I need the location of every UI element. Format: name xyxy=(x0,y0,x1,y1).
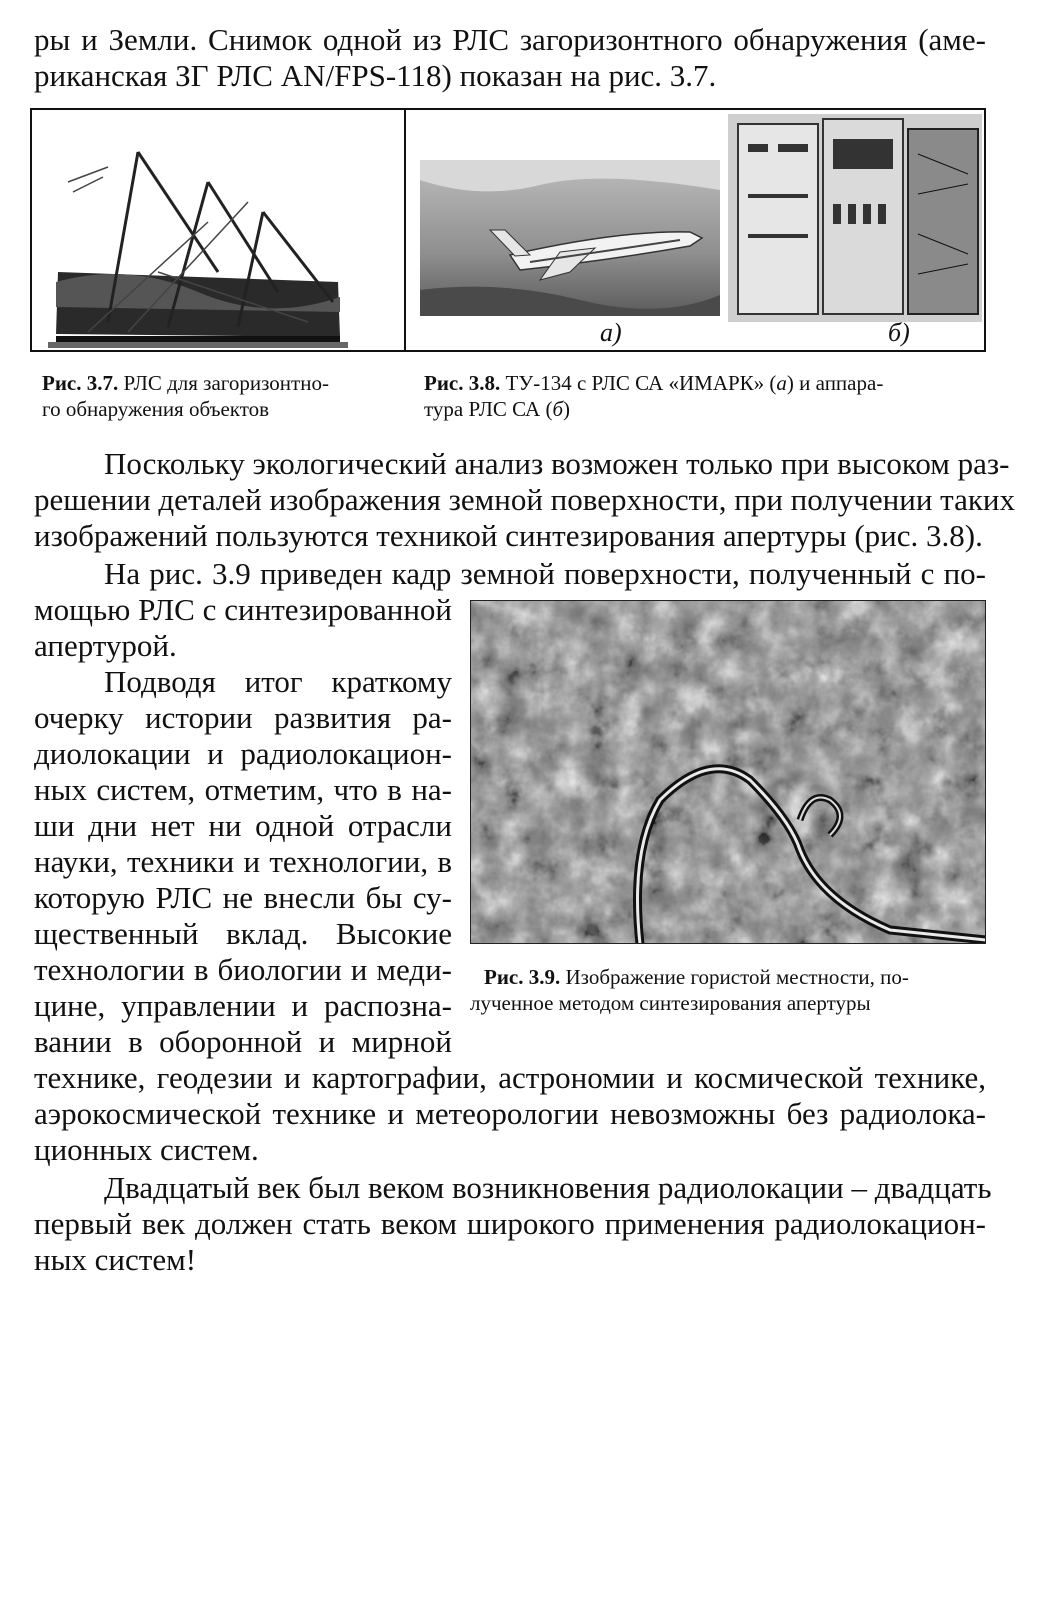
text-line: щественный вклад. Высокие xyxy=(34,916,452,951)
figure-caption-line: го обнаружения объектов xyxy=(42,397,270,421)
figure-label-a: а) xyxy=(600,318,622,347)
caption-text: ) xyxy=(563,397,571,421)
text-line: очерку истории развития ра- xyxy=(34,700,452,735)
caption-text: Изображение гористой местности, по- xyxy=(565,965,909,989)
figure-caption-line: лученное методом синтезирования апертуры xyxy=(470,991,871,1015)
text-line: технологии в биологии и меди- xyxy=(34,952,452,987)
text-line: риканская ЗГ РЛС AN/FPS-118) показан на рис. 3.7. xyxy=(34,58,717,93)
text-line: которую РЛС не внесли бы су- xyxy=(34,880,452,915)
text-line: ных систем, отметим, что в на- xyxy=(34,772,452,807)
caption-text: б xyxy=(552,397,564,421)
figure-caption-line xyxy=(424,396,570,422)
figure-number: Рис. 3.8. xyxy=(424,371,501,395)
figure-number: Рис. 3.7. xyxy=(42,371,119,395)
text-line: диолокации и радиолокацион- xyxy=(34,736,452,771)
text-line: аэрокосмической технике и метеорологии невозможны без радиолока- xyxy=(34,1096,986,1131)
caption-text: ТУ-134 с РЛС СА «ИМАРК» ( xyxy=(505,371,777,395)
over-the-horizon-radar-antenna-photo xyxy=(48,122,348,348)
caption-text: РЛС для загоризонтно- xyxy=(123,371,329,395)
text-line: Поскольку экологический анализ возможен только при высоком раз- xyxy=(104,446,1010,481)
figure-label-b: б) xyxy=(888,318,910,347)
text-line: решении деталей изображения земной поверхности, при получении таких xyxy=(34,482,1016,517)
text-line: науки, техники и технологии, в xyxy=(34,844,452,879)
text-line: вании в оборонной и мирной xyxy=(34,1024,452,1059)
caption-text: а xyxy=(776,371,787,395)
caption-text: тура РЛС СА ( xyxy=(424,397,553,421)
text-line: ры и Земли. Снимок одной из РЛС загоризонтного обнаружения (аме- xyxy=(34,22,986,57)
figure-number: Рис. 3.9. xyxy=(484,965,561,989)
sar-mountain-terrain-image xyxy=(470,600,986,944)
text-line: изображений пользуются техникой синтезирования апертуры (рис. 3.8). xyxy=(34,518,983,553)
radar-equipment-rack-photo xyxy=(728,114,982,322)
text-line: цине, управлении и распозна- xyxy=(34,988,452,1023)
figure-caption xyxy=(42,370,329,396)
figure-caption xyxy=(424,370,883,396)
text-line: первый век должен стать веком широкого применения радиолокацион- xyxy=(34,1206,986,1241)
text-line: На рис. 3.9 приведен кадр земной поверхности, полученный с по- xyxy=(104,556,986,591)
text-line: Двадцатый век был веком возникновения радиолокации – двадцать xyxy=(104,1170,992,1205)
text-line: ционных систем. xyxy=(34,1132,259,1167)
figure-frame xyxy=(30,108,986,352)
figure-divider xyxy=(404,110,406,350)
text-line: мощью РЛС с синтезированной xyxy=(34,592,452,627)
text-line: ных систем! xyxy=(34,1242,197,1277)
text-line: апертурой. xyxy=(34,628,177,663)
caption-text: ) и аппара- xyxy=(786,371,884,395)
text-line: технике, геодезии и картографии, астрономии и космической технике, xyxy=(34,1060,986,1095)
figure-caption xyxy=(484,964,909,990)
text-line: ши дни нет ни одной отрасли xyxy=(34,808,452,843)
tu-134-aircraft-photo xyxy=(420,160,720,316)
text-line: Подводя итог краткому xyxy=(104,664,452,699)
